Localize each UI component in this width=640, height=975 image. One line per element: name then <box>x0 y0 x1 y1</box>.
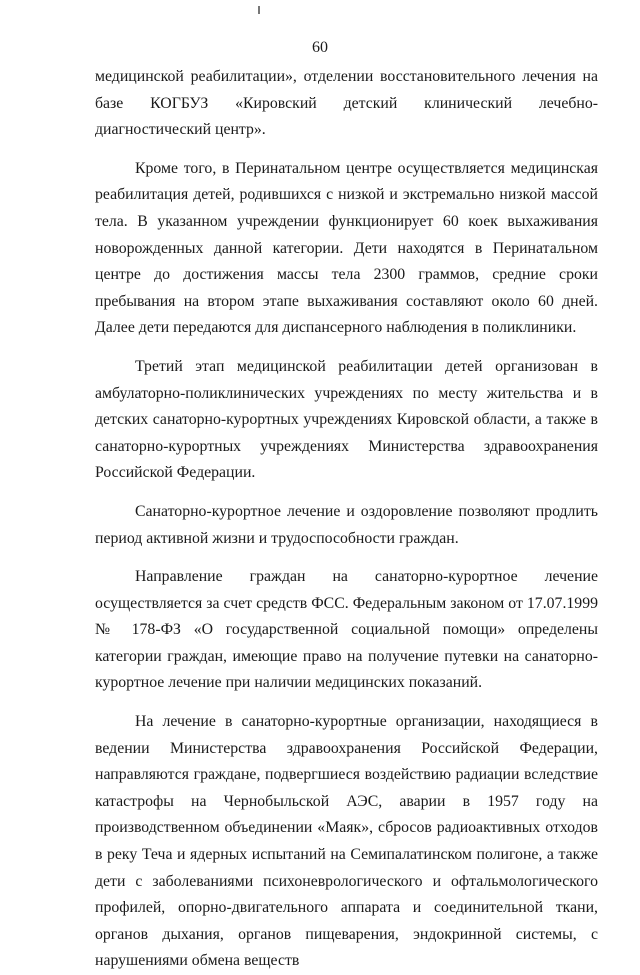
paragraph-referral-fss: Направление граждан на санаторно-курортное лечение осуществляется за счет средств ФСС. Федеральным законом от 17.07.1999 № 178-ФЗ «О государственной социальной помощи» определены категории граждан, имеющие право на получение путевки на санаторно-курортное лечение при наличии медицинских показаний. <box>95 568 598 692</box>
page-number: 60 <box>312 39 328 56</box>
document-body <box>95 64 598 975</box>
scan-artifact-mark <box>258 6 260 14</box>
paragraph-perinatal-center: Кроме того, в Перинатальном центре осуществляется медицинская реабилитация детей, родившихся с низкой и экстремально низкой массой тела. В указанном учреждении функционирует 60 коек выхаживания новорожденных данной категории. Дети находятся в Перинатальном центре до достижения массы тела 2300 граммов, средние сроки пребывания на втором этапе выхаживания составляют около 60 дней. Далее дети передаются для диспансерного наблюдения в поликлиники. <box>95 159 598 337</box>
paragraph-ministry-organizations: На лечение в санаторно-курортные организации, находящиеся в ведении Министерства здравоохранения Российской Федерации, направляются граждане, подвергшиеся воздействию радиации вследствие катастрофы на Чернобыльской АЭС, аварии в 1957 году на производственном объединении «Маяк», сбросов радиоактивных отходов в реку Теча и ядерных испытаний на Семипалатинском полигоне, а также дети с заболеваниями психоневрологического и офтальмологического профилей, опорно-двигательного аппарата и соединительной ткани, органов дыхания, органов пищеварения, эндокринной системы, с нарушениями обмена веществ <box>95 713 598 970</box>
paragraph-sanatorium-treatment: Санаторно-курортное лечение и оздоровление позволяют продлить период активной жизни и трудоспособности граждан. <box>95 502 598 547</box>
paragraph-third-stage: Третий этап медицинской реабилитации детей организован в амбулаторно-поликлинических учреждениях по месту жительства и в детских санаторно-курортных учреждениях Кировской области, а также в санаторно-курортных учреждениях Министерства здравоохранения Российской Федерации. <box>95 357 598 482</box>
paragraph-continuation: медицинской реабилитации», отделении восстановительного лечения на базе КОГБУЗ «Кировский детский клинический лечебно-диагностический центр». <box>95 68 598 139</box>
